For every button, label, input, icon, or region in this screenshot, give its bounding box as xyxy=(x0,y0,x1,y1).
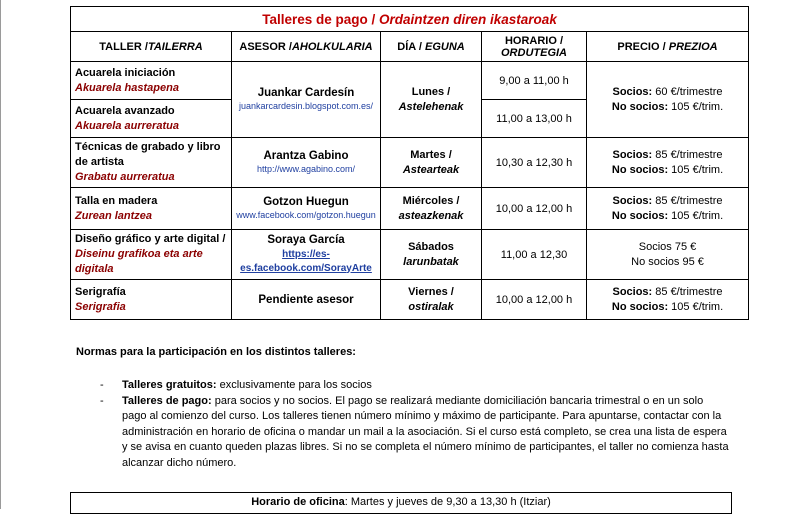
asesor-name: Juankar Cardesín xyxy=(257,87,355,99)
dia-cell: Viernes / ostiralak xyxy=(381,280,482,320)
taller-cell: Talla en madera Zurean lantzea xyxy=(71,188,232,230)
taller-cell: Serigrafía Serigrafia xyxy=(71,280,232,320)
header-taller: TALLER /TAILERRA xyxy=(71,32,232,62)
asesor-cell xyxy=(232,280,381,320)
asesor-url[interactable]: juankarcardesin.blogspot.com.es/ xyxy=(238,101,374,111)
list-item: - Talleres gratuitos: exclusivamente para los socios xyxy=(100,379,372,391)
horario-cell: 11,00 a 12,30 xyxy=(482,230,587,280)
dia-cell: Martes / Astearteak xyxy=(381,138,482,188)
taller-cell: Técnicas de grabado y libro de artista Grabatu aurreratua xyxy=(71,138,232,188)
asesor-name: Soraya García xyxy=(267,233,345,246)
precio-cell: Socios: 85 €/trimestre No socios: 105 €/trim. xyxy=(587,138,749,188)
asesor-url[interactable]: http://www.agabino.com/ xyxy=(256,164,356,174)
precio-cell: Socios: 60 €/trimestre No socios: 105 €/trim. xyxy=(587,62,749,138)
precio-cell: Socios: 85 €/trimestre No socios: 105 €/trim. xyxy=(587,280,749,320)
taller-cell: Diseño gráfico y arte digital / Diseinu grafikoa eta arte digitala xyxy=(71,230,232,280)
asesor-url[interactable]: https://es-es.facebook.com/SorayArte xyxy=(240,248,372,274)
asesor-url[interactable]: www.facebook.com/gotzon.huegun xyxy=(236,210,376,220)
taller-cell: Acuarela avanzado Akuarela aurreratua xyxy=(71,100,232,138)
taller-cell: Acuarela iniciación Akuarela hastapena xyxy=(71,62,232,100)
table-row xyxy=(71,188,749,230)
list-item: - Talleres de pago: para socios y no socios. El pago se realizará mediante domiciliación bancaria trimestral o en un solo pago al comienzo del curso. Los talleres tienen número mínimo y máximo de participante. Para apuntarse, contactar con la administración en horario de oficina o mandar un mail a la asociación. Si el curso está completo, se crea una lista de espera y se avisa en cuanto queden plazas libres. Si no se completa el número mínimo de participantes, el taller no comienza hasta alcanzar dicho número. xyxy=(100,394,729,469)
horario-cell: 11,00 a 13,00 h xyxy=(482,100,587,138)
asesor-name: Gotzon Huegun xyxy=(263,196,349,208)
asesor-cell xyxy=(232,230,381,280)
precio-cell: Socios 75 € No socios 95 € xyxy=(587,230,749,280)
rules-list xyxy=(100,378,730,472)
table-row xyxy=(71,138,749,188)
left-page-rule xyxy=(0,0,1,509)
horario-cell: 10,30 a 12,30 h xyxy=(482,138,587,188)
workshops-table xyxy=(70,6,749,320)
asesor-cell xyxy=(232,62,381,138)
header-dia: DÍA / EGUNA xyxy=(381,32,482,62)
asesor-cell xyxy=(232,188,381,230)
dia-cell: Miércoles / asteazkenak xyxy=(381,188,482,230)
normas-heading: Normas para la participación en los distintos talleres: xyxy=(76,346,356,358)
asesor-name: Pendiente asesor xyxy=(258,293,354,306)
dia-cell: Lunes / Astelehenak xyxy=(381,62,482,138)
header-asesor: ASESOR /AHOLKULARIA xyxy=(232,32,381,62)
office-hours-box: Horario de oficina: Martes y jueves de 9,30 a 13,30 h (Itziar) xyxy=(70,492,732,514)
table-row xyxy=(71,280,749,320)
asesor-cell xyxy=(232,138,381,188)
horario-cell: 9,00 a 11,00 h xyxy=(482,62,587,100)
header-horario: HORARIO / ORDUTEGIA xyxy=(482,32,587,62)
precio-cell: Socios: 85 €/trimestre No socios: 105 €/trim. xyxy=(587,188,749,230)
table-title: Talleres de pago / Ordaintzen diren ikastaroak xyxy=(71,7,749,32)
table-row xyxy=(71,62,749,100)
header-precio: PRECIO / PREZIOA xyxy=(587,32,749,62)
table-row xyxy=(71,230,749,280)
horario-cell: 10,00 a 12,00 h xyxy=(482,188,587,230)
asesor-name: Arantza Gabino xyxy=(263,150,349,162)
dia-cell: Sábados larunbatak xyxy=(381,230,482,280)
horario-cell: 10,00 a 12,00 h xyxy=(482,280,587,320)
